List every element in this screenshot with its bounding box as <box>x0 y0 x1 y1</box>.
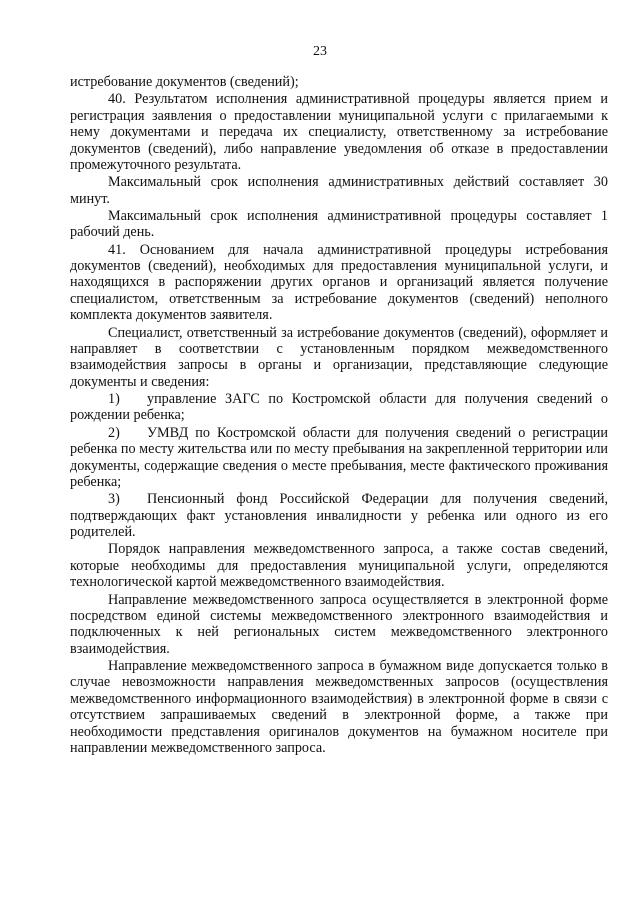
paragraph-41: 41. Основанием для начала административной процедуры истребования документов (сведений), необходимых для предоставления муниципальной услуги, и находящихся в распоряжении других органов и организаций является получение специалистом, ответственным за истребование документов (сведений) неполного комплекта документов заявителя. <box>70 241 608 324</box>
paragraph-request-order: Порядок направления межведомственного запроса, а также состав сведений, которые необходимы для предоставления муниципальной услуги, определяются технологической картой межведомственного взаимодействия. <box>70 541 608 591</box>
paragraph-max-time-procedure: Максимальный срок исполнения административной процедуры составляет 1 рабочий день. <box>70 207 608 241</box>
paragraph-paper-request: Направление межведомственного запроса в бумажном виде допускается только в случае невозможности направления межведомственных запросов (осуществления межведомственного информационного взаимодействия) в электронной форме в связи с отсутствием запрашиваемых сведений в электронной форме, а также при необходимости представления оригиналов документов на бумажном носителе при направлении межведомственного запроса. <box>70 658 608 757</box>
paragraph-continuation: истребование документов (сведений); <box>70 74 299 90</box>
list-item <box>70 425 608 491</box>
list-item-text: УМВД по Костромской области для получения сведений о регистрации ребенка по месту жительства или по месту пребывания на закрепленной территории или документы, содержащие сведения о месте пребывания, месте фактического проживания ребенка; <box>70 424 608 490</box>
paragraph-40: 40. Результатом исполнения административной процедуры является прием и регистрация заявления о предоставлении муниципальной услуги с прилагаемыми к нему документами и передача их специалисту, ответственному за истребование документов (сведений), либо направление уведомления об отказе в предоставлении промежуточного результата. <box>70 91 608 173</box>
page-number: 23 <box>313 44 327 59</box>
document-body <box>70 74 608 757</box>
list-item <box>70 391 608 424</box>
paragraph-specialist: Специалист, ответственный за истребование документов (сведений), оформляет и направляет в соответствии с установленным порядком межведомственного взаимодействия запросы в органы и организации, представляющие следующие документы и сведения: <box>70 324 608 390</box>
list-item <box>70 491 608 540</box>
list-item-number: 1) <box>108 391 120 408</box>
paragraph-electronic-request: Направление межведомственного запроса осуществляется в электронной форме посредством единой системы межведомственного электронного взаимодействия и подключенных к ней региональных систем межведомственного электронного взаимодействия. <box>70 591 608 657</box>
list-item-text: Пенсионный фонд Российской Федерации для получения сведений, подтверждающих факт установления инвалидности у ребенка или одного из его родителей. <box>70 491 608 541</box>
list-item-number: 2) <box>108 424 120 441</box>
paragraph-max-time-actions: Максимальный срок исполнения административных действий составляет 30 минут. <box>70 174 608 207</box>
list-item-number: 3) <box>108 491 120 508</box>
list-item-text: управление ЗАГС по Костромской области для получения сведений о рождении ребенка; <box>70 391 608 424</box>
